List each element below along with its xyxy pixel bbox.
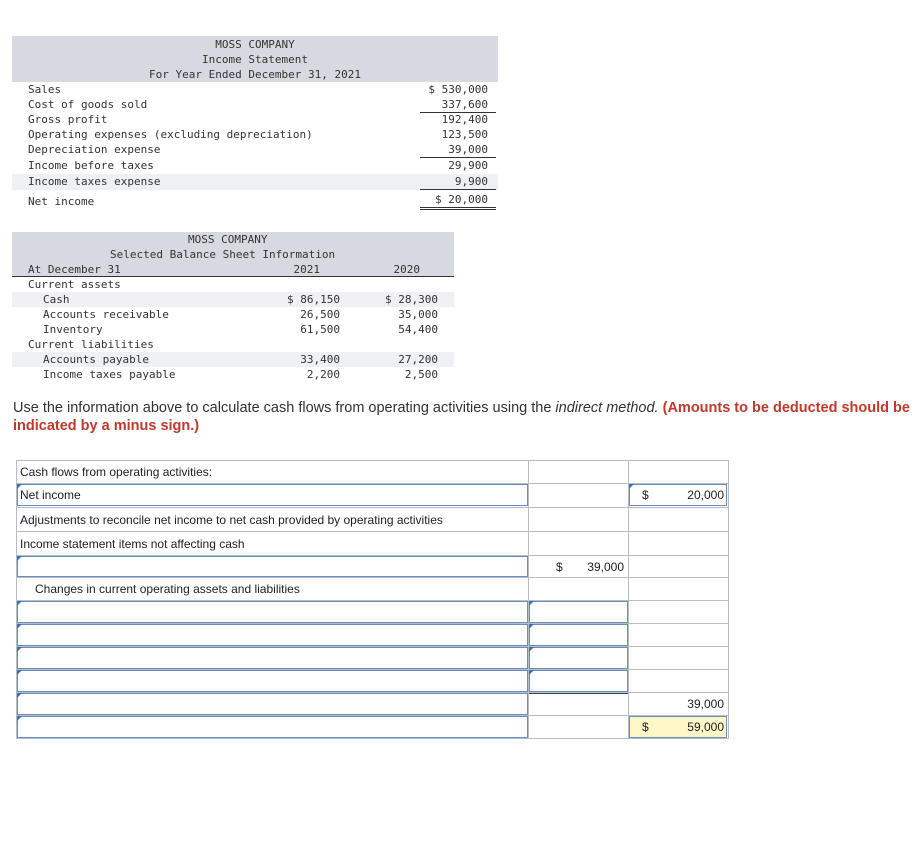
income-items-label: Income statement items not affecting cash [20, 537, 245, 551]
is-row-label: Gross profit [28, 113, 108, 126]
net-income-amount: 20,000 [687, 488, 724, 502]
is-row-value: 9,900 [420, 174, 496, 190]
is-row-label: Income before taxes [28, 159, 154, 172]
income-statement [12, 36, 498, 216]
bs-asset-2021: 61,500 [300, 323, 340, 336]
is-company-name: MOSS COMPANY [215, 38, 295, 51]
net-income-label: Net income [20, 488, 81, 502]
net-cash-operating-total: 59,000 [687, 720, 724, 734]
balance-sheet-info [12, 232, 454, 382]
is-row-value: 337,600 [420, 97, 496, 113]
bs-liability-2021: 2,200 [306, 368, 340, 381]
subtotal-label-input[interactable] [17, 693, 528, 715]
income-statement-header [12, 36, 498, 82]
bs-current-assets-label: Current assets [28, 278, 121, 291]
bs-title: Selected Balance Sheet Information [110, 248, 336, 261]
instruction-text [13, 399, 913, 435]
change-amount-input-3[interactable] [529, 647, 628, 669]
change-amount-input-2[interactable] [529, 624, 628, 646]
bs-current-liabilities-label: Current liabilities [28, 338, 154, 351]
total-dollar-sign: $ [642, 720, 649, 734]
total-label-input[interactable] [17, 716, 528, 738]
bs-asset-2021: 26,500 [300, 308, 340, 321]
is-row-value: 29,900 [448, 159, 488, 172]
change-label-input-3[interactable] [17, 647, 528, 669]
bs-liability-label: Accounts payable [43, 353, 149, 366]
bs-asset-label: Accounts receivable [43, 308, 169, 321]
is-row-label: Operating expenses (excluding depreciation) [28, 128, 313, 141]
row-divider [16, 507, 729, 508]
is-row-value: 39,000 [420, 142, 496, 158]
is-net-income-value: $ 20,000 [420, 192, 496, 210]
bs-liability-2021: 33,400 [300, 353, 340, 366]
is-period: For Year Ended December 31, 2021 [149, 68, 361, 81]
cash-flow-worksheet [16, 460, 729, 740]
bs-column-label: At December 31 [28, 263, 121, 276]
is-row-label: Income taxes expense [28, 175, 161, 188]
change-amount-input-1[interactable] [529, 601, 628, 623]
is-row-value: 192,400 [441, 113, 488, 126]
is-row-label: Cost of goods sold [28, 98, 148, 111]
change-amount-input-4[interactable] [529, 670, 628, 692]
bs-company-name: MOSS COMPANY [188, 233, 268, 246]
is-row-value: 123,500 [441, 128, 488, 141]
adjustments-subtotal: 39,000 [687, 697, 724, 711]
net-income-dollar-sign: $ [642, 488, 649, 502]
bs-liability-2020: 27,200 [398, 353, 438, 366]
change-label-input-4[interactable] [17, 670, 528, 692]
bs-asset-2020: $ 28,300 [385, 293, 438, 306]
instruction-emphasis: indirect method. [555, 400, 659, 416]
depreciation-dollar-sign: $ [556, 560, 563, 574]
noncash-item-label-input[interactable] [17, 556, 528, 577]
cash-flows-header: Cash flows from operating activities: [20, 465, 213, 479]
change-label-input-2[interactable] [17, 624, 528, 646]
bs-asset-2020: 35,000 [398, 308, 438, 321]
net-income-label-input[interactable] [17, 484, 528, 506]
bs-liability-2020: 2,500 [404, 368, 438, 381]
bs-asset-2020: 54,400 [398, 323, 438, 336]
bs-liability-label: Income taxes payable [43, 368, 176, 381]
bs-asset-label: Cash [43, 293, 70, 306]
adjustments-label: Adjustments to reconcile net income to net cash provided by operating activities [20, 513, 443, 527]
depreciation-amount: 39,000 [587, 560, 624, 574]
bs-year-2020: 2020 [393, 263, 420, 276]
row-divider [16, 531, 729, 532]
instruction-part1: Use the information above to calculate cash flows from operating activities using the [13, 400, 556, 416]
bs-asset-label: Inventory [43, 323, 103, 336]
is-row-value: $ 530,000 [428, 83, 488, 96]
is-row-label: Depreciation expense [28, 143, 161, 156]
row-divider [16, 577, 729, 578]
changes-label: Changes in current operating assets and liabilities [35, 582, 300, 596]
bs-year-2021: 2021 [293, 263, 320, 276]
bs-asset-2021: $ 86,150 [287, 293, 340, 306]
instruction-note: (Amounts to be deducted should be indicated by a minus sign.) [13, 400, 910, 434]
change-label-input-1[interactable] [17, 601, 528, 623]
is-row-label: Net income [28, 195, 95, 208]
is-title: Income Statement [202, 53, 308, 66]
is-row-label: Sales [28, 83, 62, 96]
subtotal-rule [529, 693, 628, 715]
